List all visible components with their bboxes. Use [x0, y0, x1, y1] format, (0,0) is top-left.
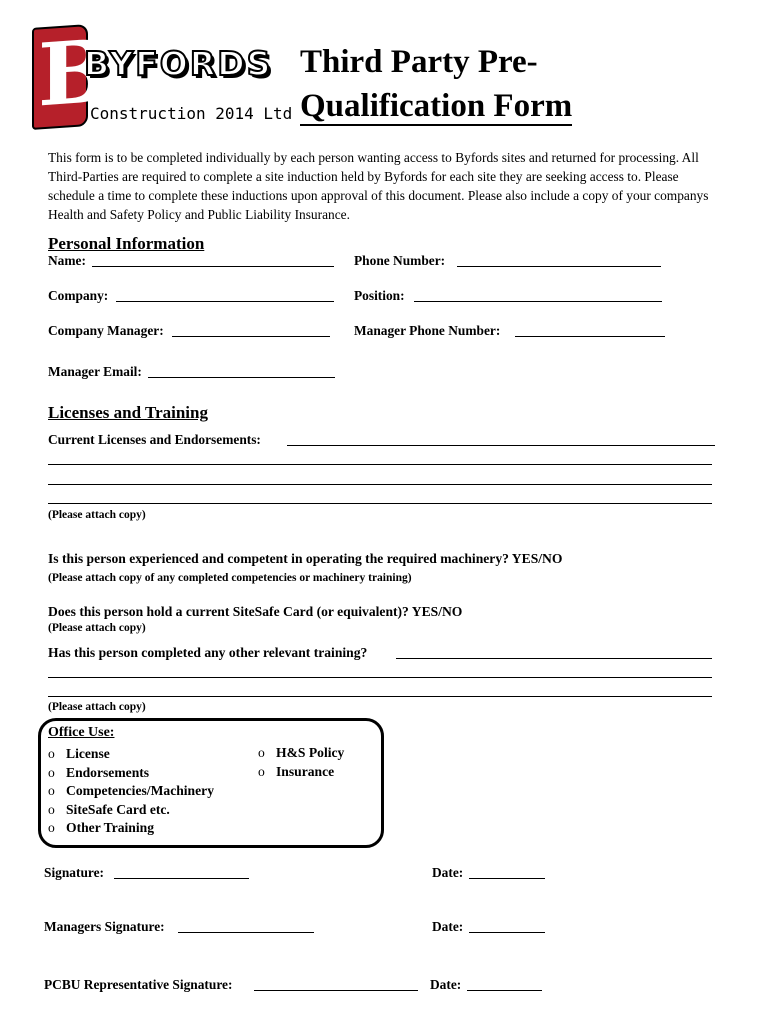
checkbox-icon: o [258, 745, 265, 760]
sitesafe-note: (Please attach copy) [48, 622, 146, 634]
current-licenses-line-4[interactable] [48, 503, 712, 504]
sitesafe-question: Does this person hold a current SiteSafe Card (or equivalent)? YES/NO [48, 604, 463, 619]
logo-subtitle: Construction 2014 Ltd [90, 104, 293, 123]
company-manager-field[interactable] [172, 336, 330, 337]
checkbox-icon: o [48, 802, 55, 817]
office-option-insurance[interactable]: o Insurance [258, 764, 335, 779]
office-option-competencies[interactable]: o Competencies/Machinery [48, 783, 214, 798]
position-label: Position: [354, 288, 405, 303]
company-manager-label: Company Manager: [48, 323, 164, 338]
office-option-other-training[interactable]: o Other Training [48, 820, 154, 835]
manager-phone-label: Manager Phone Number: [354, 323, 501, 338]
office-option-hs-policy[interactable]: o H&S Policy [258, 745, 345, 760]
pcbu-date-field[interactable] [467, 990, 542, 991]
company-label: Company: [48, 288, 109, 303]
other-training-question: Has this person completed any other relevant training? [48, 645, 368, 660]
office-option-license[interactable]: o License [48, 746, 110, 761]
current-licenses-line-3[interactable] [48, 484, 712, 485]
current-licenses-field[interactable] [287, 445, 715, 446]
office-option-endorsements[interactable]: o Endorsements [48, 765, 150, 780]
name-field[interactable] [92, 266, 334, 267]
checkbox-icon: o [48, 783, 55, 798]
form-title-line2: Qualification Form [300, 88, 573, 124]
pcbu-signature-field[interactable] [254, 990, 418, 991]
manager-phone-field[interactable] [515, 336, 665, 337]
other-training-field[interactable] [396, 658, 712, 659]
managers-signature-field[interactable] [178, 932, 314, 933]
name-label: Name: [48, 253, 86, 268]
licenses-heading: Licenses and Training [48, 403, 208, 422]
current-licenses-line-2[interactable] [48, 464, 712, 465]
checkbox-icon: o [48, 746, 55, 761]
other-training-line-3[interactable] [48, 696, 712, 697]
signature-field[interactable] [114, 878, 249, 879]
signature-label: Signature: [44, 865, 105, 880]
other-training-line-2[interactable] [48, 677, 712, 678]
checkbox-icon: o [258, 764, 265, 779]
managers-date-label: Date: [432, 919, 464, 934]
managers-signature-label: Managers Signature: [44, 919, 165, 934]
phone-field[interactable] [457, 266, 661, 267]
machinery-note: (Please attach copy of any completed competencies or machinery training) [48, 572, 412, 584]
office-use-title: Office Use: [48, 725, 115, 740]
manager-email-label: Manager Email: [48, 364, 142, 379]
personal-info-heading: Personal Information [48, 234, 205, 253]
form-title-line1: Third Party Pre- [300, 44, 538, 80]
pcbu-date-label: Date: [430, 977, 462, 992]
position-field[interactable] [414, 301, 662, 302]
phone-label: Phone Number: [354, 253, 446, 268]
attach-note-licenses: (Please attach copy) [48, 509, 146, 521]
form-title [300, 40, 572, 128]
managers-date-field[interactable] [469, 932, 545, 933]
current-licenses-label: Current Licenses and Endorsements: [48, 432, 261, 447]
logo-b-mark [32, 20, 111, 130]
checkbox-icon: o [48, 820, 55, 835]
attach-note-training: (Please attach copy) [48, 701, 146, 713]
office-option-sitesafe[interactable]: o SiteSafe Card etc. [48, 802, 170, 817]
pcbu-signature-label: PCBU Representative Signature: [44, 977, 233, 992]
intro-paragraph: This form is to be completed individually by each person wanting access to Byfords sites and returned for processing. All Third-Parties are required to complete a site induction held by Byfords for each site they are seeking access to. Please schedule a time to complete these inductions upon approval of this document. Please also include a copy of your companys Health and Safety Policy and Public Liability Insurance. [48, 150, 709, 222]
signature-date-label: Date: [432, 865, 464, 880]
company-field[interactable] [116, 301, 334, 302]
logo-name: BYFORDS [84, 44, 273, 83]
logo-letter: B [38, 20, 111, 127]
checkbox-icon: o [48, 765, 55, 780]
manager-email-field[interactable] [148, 377, 335, 378]
machinery-question: Is this person experienced and competent in operating the required machinery? YES/NO [48, 551, 563, 566]
signature-date-field[interactable] [469, 878, 545, 879]
byfords-logo [26, 22, 298, 132]
